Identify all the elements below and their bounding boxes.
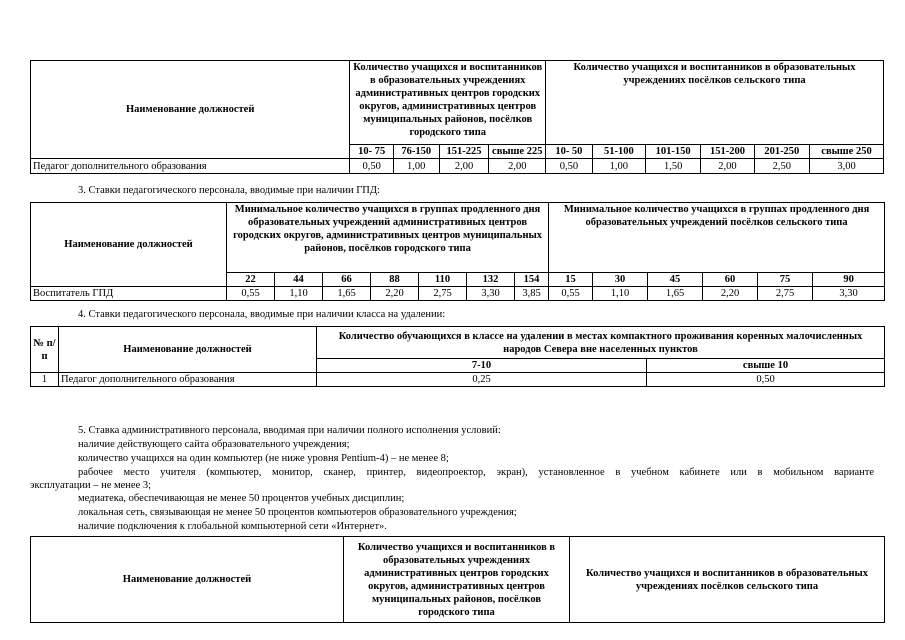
condition-item: наличие подключения к глобальной компьютерной сети «Интернет». xyxy=(78,521,387,532)
count-cell: 75 xyxy=(758,273,813,287)
value-cell: 0,50 xyxy=(647,373,885,387)
count-cell: 90 xyxy=(813,273,885,287)
value-cell: 0,50 xyxy=(350,159,393,174)
value-cell: 1,10 xyxy=(593,287,648,301)
col-header-rural: Количество учащихся и воспитанников в образовательных учреждениях посёлков сельского типа xyxy=(570,537,885,623)
row-position-name: Педагог дополнительного образования xyxy=(59,373,317,387)
col-header-rural: Минимальное количество учащихся в группах продленного дня образовательных учреждений посёлков сельского типа xyxy=(549,203,885,273)
value-cell: 2,75 xyxy=(419,287,467,301)
table-row xyxy=(31,159,884,174)
table-row xyxy=(31,287,885,301)
col-header-position: Наименование должностей xyxy=(59,327,317,373)
col-header-rural: Количество учащихся и воспитанников в образовательных учреждениях посёлков сельского типа xyxy=(546,61,884,145)
table-admin-staff xyxy=(30,536,885,623)
row-position-name: Педагог дополнительного образования xyxy=(31,159,350,174)
table-row xyxy=(31,373,885,387)
table-teachers-extra-education xyxy=(30,60,884,174)
col-header-position: Наименование должностей xyxy=(31,537,344,623)
col-header-position: Наименование должностей xyxy=(31,203,227,287)
count-cell: 88 xyxy=(371,273,419,287)
count-cell: 154 xyxy=(515,273,549,287)
condition-item: медиатека, обеспечивающая не менее 50 процентов учебных дисциплин; xyxy=(78,493,405,504)
value-cell: 3,30 xyxy=(813,287,885,301)
range-cell: 51-100 xyxy=(592,145,645,159)
value-cell: 0,25 xyxy=(317,373,647,387)
condition-item: наличие действующего сайта образовательного учреждения; xyxy=(78,439,350,450)
value-cell: 2,00 xyxy=(489,159,546,174)
value-cell: 1,65 xyxy=(648,287,703,301)
value-cell: 1,10 xyxy=(275,287,323,301)
value-cell: 1,00 xyxy=(592,159,645,174)
count-cell: 60 xyxy=(703,273,758,287)
col-header-position: Наименование должностей xyxy=(31,61,350,159)
range-cell: свыше 225 xyxy=(489,145,546,159)
count-cell: 45 xyxy=(648,273,703,287)
value-cell: 0,55 xyxy=(549,287,593,301)
count-cell: 22 xyxy=(227,273,275,287)
condition-item: локальная сеть, связывающая не менее 50 процентов компьютеров образовательного учреждения; xyxy=(78,507,517,518)
value-cell: 1,50 xyxy=(645,159,700,174)
range-cell: 201-250 xyxy=(754,145,809,159)
value-cell: 2,00 xyxy=(439,159,489,174)
value-cell: 0,50 xyxy=(546,159,593,174)
section-3-title: 3. Ставки педагогического персонала, вводимые при наличии ГПД: xyxy=(78,185,380,196)
value-cell: 1,65 xyxy=(323,287,371,301)
range-cell: 10- 50 xyxy=(546,145,593,159)
count-cell: 30 xyxy=(593,273,648,287)
count-cell: 132 xyxy=(467,273,515,287)
range-cell: 151-200 xyxy=(701,145,754,159)
value-cell: 2,20 xyxy=(703,287,758,301)
section-4-title: 4. Ставки педагогического персонала, вводимые при наличии класса на удалении: xyxy=(78,309,446,320)
col-header-city: Количество учащихся и воспитанников в образовательных учреждениях административных центров городских округов, административных центров муниципальных районов, посёлков городского типа xyxy=(344,537,570,623)
row-position-name: Воспитатель ГПД xyxy=(31,287,227,301)
condition-item: рабочее место учителя (компьютер, монитор, сканер, принтер, видеопроектор, экран), установленное в учебном кабинете или в мобильном варианте xyxy=(78,467,874,478)
range-cell: 76-150 xyxy=(393,145,439,159)
range-cell: 10- 75 xyxy=(350,145,393,159)
count-cell: 66 xyxy=(323,273,371,287)
value-cell: 0,55 xyxy=(227,287,275,301)
value-cell: 2,00 xyxy=(701,159,754,174)
col-header-city: Минимальное количество учащихся в группах продленного дня образовательных учреждений административных центров городских округов, административных центров муниципальных районов, посёлков городского типа xyxy=(227,203,549,273)
value-cell: 1,00 xyxy=(393,159,439,174)
col-header-number: № п/п xyxy=(31,327,59,373)
range-cell: свыше 10 xyxy=(647,359,885,373)
col-header-city: Количество учащихся и воспитанников в образовательных учреждениях административных центров городских округов, административных центров муниципальных районов, посёлков городского типа xyxy=(350,61,546,145)
value-cell: 2,20 xyxy=(371,287,419,301)
value-cell: 3,00 xyxy=(810,159,884,174)
table-gpd-teachers xyxy=(30,202,885,301)
col-header-count: Количество обучающихся в классе на удалении в местах компактного проживания коренных малочисленных народов Севера вне населенных пунктов xyxy=(317,327,885,359)
count-cell: 110 xyxy=(419,273,467,287)
section-5-title: 5. Ставка административного персонала, вводимая при наличии полного исполнения условий: xyxy=(78,425,501,436)
value-cell: 3,30 xyxy=(467,287,515,301)
condition-item: количество учащихся на один компьютер (не ниже уровня Pentium-4) – не менее 8; xyxy=(78,453,449,464)
row-number: 1 xyxy=(31,373,59,387)
count-cell: 44 xyxy=(275,273,323,287)
range-cell: 101-150 xyxy=(645,145,700,159)
range-cell: 151-225 xyxy=(439,145,489,159)
condition-item: эксплуатации – не менее 3; xyxy=(30,480,152,491)
count-cell: 15 xyxy=(549,273,593,287)
value-cell: 2,75 xyxy=(758,287,813,301)
value-cell: 2,50 xyxy=(754,159,809,174)
value-cell: 3,85 xyxy=(515,287,549,301)
range-cell: 7-10 xyxy=(317,359,647,373)
range-cell: свыше 250 xyxy=(810,145,884,159)
table-remote-class xyxy=(30,326,885,387)
